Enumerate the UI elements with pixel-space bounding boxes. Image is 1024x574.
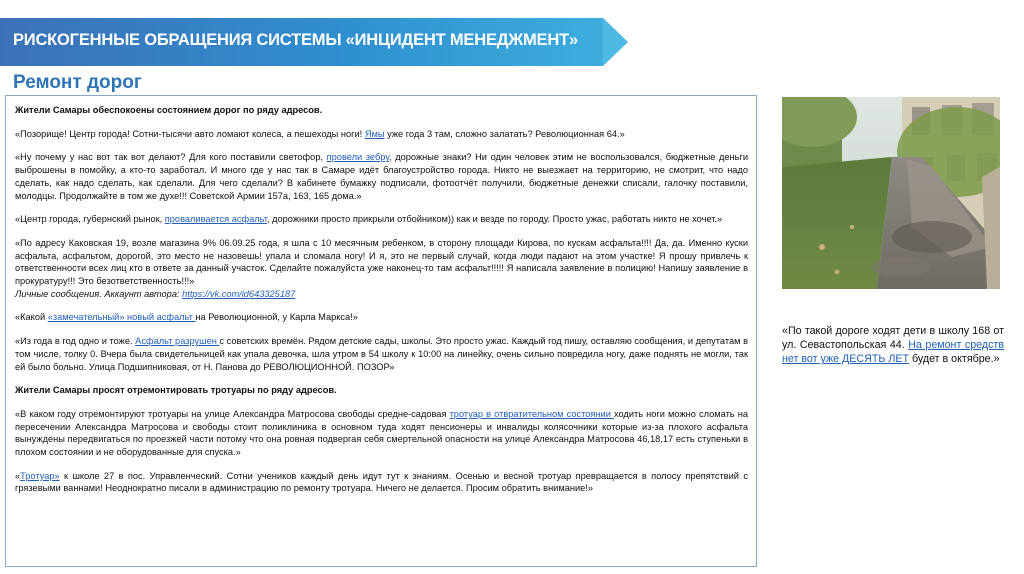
author-link[interactable]: https://vk.com/id643325187 [182,288,296,299]
complaint-7 [15,408,748,459]
complaint-text: на Революционной, у Карла Маркса!» [195,312,358,323]
complaint-8 [15,470,748,495]
caption-text: «По такой дороге ходят дети в школу 168 от ул. Севастопольская 44. [782,325,1004,352]
complaint-text: ходить ноги можно сломать на пересечении Александра Матросова и свободы стоит поликлиника в основном туда ходят пенсионеры и инвалиды колясочники которые из-за плохого асфальта вынуждены передвигаться по проезжей части потому что она ровная подвергая себя смертельной опасности на улице Александра Матросова 46,18,17 есть ступеньки в плохом состоянии и не оборудованные для спуска.» [15,408,748,458]
complaint-text: «Позорище! Центр города! Сотни-тысячи авто ломают колеса, а пешеходы ноги! [15,128,365,139]
complaint-4: «По адресу Каковская 19, возле магазина 9% 06.09.25 года, я шла с 10 месячным ребенком, в сторону площади Кирова, по кускам асфальта!!!! Да, да. Именно куски асфальта, асфальтом, дорогой, это место не назовешь! упала и сломала ногу! И я, это не первый случай, когда люди падают на этом участке! Я прошу привлечь к ответственности всех лиц кто в ответе за данный участок. Сделайте пожалуйста уже наконец-то там асфальт!!!!! Я написала заявление в полицию! Напишу заявление в прокуратуру!!! Это безответственность!!!» [15,237,748,287]
complaints-text-box [5,95,757,567]
heading-roads: Жители Самары обеспокоены состоянием дорог по ряду адресов. [15,105,323,115]
complaint-text: с советских времён. Рядом детские сады, школы. Это просто ужас. Каждый год пишу, оставляю сообщения, и депутатам в том числе, толку 0. Вчера была свидетельницей как упала девочка, шла утром в 54 школу к 10:00 на линейку, очень сильно повредила ногу, даже поднять не могли, так ей было больно. Улица Подшипниковая, от Н. Панова до РЕВОЛЮЦИОННОЙ. ПОЗОР» [15,336,748,372]
link-zebra[interactable]: провели зебру [326,152,390,163]
complaint-1 [15,128,748,141]
complaint-text: к школе 27 в пос. Управленческий. Сотни учеников каждый день идут тут к знаниям. Осенью и весной тротуар превращается в полосу препятствий с грязевыми ваннами! Неоднократно писали в администрацию по ремонту тротуара. Ничего не делается. Просим обратить внимание!» [15,470,748,494]
caption-link[interactable]: На ремонт средств нет вот уже ДЕСЯТЬ ЛЕТ [782,339,1004,366]
complaint-text: «Из года в год одно и тоже. [15,336,136,347]
author-label: Личные сообщения. Аккаунт автора: [15,288,183,299]
complaint-text: «Какой [15,312,48,323]
damaged-sidewalk-photo [782,97,1000,289]
link-new-asphalt[interactable]: «замечательный» новый асфальт [47,312,196,323]
complaint-text: , дорожные знаки? Ни один человек этим не воспользовался, бюджетные деньги выброшены в помойку, а кто-то заработал. И много где у нас так в Самаре идёт благоустройство города. Никто не выезжает на территорию, не смотрит, что надо сделать, как надо сделать, как сделали. Для чего сделали? В кабинете бумажку подписали, фотоотчёт получили, бюджетные денежки списали, галочку поставили, молодцы. Продолжайте в том же духе!!! Советской Армии 157а, 163, 165 дома.» [15,152,748,201]
complaint-text: , дорожники просто прикрыли отбойником)) как и везде по городу. Просто ужас, работать никто не хочет.» [266,214,723,225]
complaint-5 [15,311,748,324]
link-asphalt-destroyed[interactable]: Асфальт разрушен [135,336,220,347]
complaint-text: «Центр города, губернский рынок, [15,214,165,225]
link-sidewalk[interactable]: Тротуар» [20,470,60,481]
link-sidewalk-condition[interactable]: тротуар в отвратительном состоянии [449,408,614,419]
complaint-6 [15,335,748,373]
complaint-text: «Ну почему у нас вот так вот делают? Для кого поставили светофор, [15,152,327,163]
caption-text: будет в октябре.» [909,353,1000,366]
complaint-2 [15,151,748,202]
photo-caption [782,324,1004,367]
complaint-text: « [15,470,21,481]
link-pits[interactable]: Ямы [364,128,385,139]
complaint-3 [15,213,748,226]
complaint-text: уже года 3 там, сложно залатать? Революционная 64.» [384,128,625,139]
page-title: РИСКОГЕННЫЕ ОБРАЩЕНИЯ СИСТЕМЫ «ИНЦИДЕНТ МЕНЕДЖМЕНТ» [13,31,578,49]
section-subtitle: Ремонт дорог [13,72,142,93]
heading-sidewalks: Жители Самары просят отремонтировать тротуары по ряду адресов. [15,385,337,396]
link-asphalt-collapse[interactable]: проваливается асфальт [164,214,267,225]
complaint-text: «В каком году отремонтируют тротуары на улице Александра Матросова свободы средне-садовая [15,408,450,419]
complaint-4-author [15,288,748,301]
